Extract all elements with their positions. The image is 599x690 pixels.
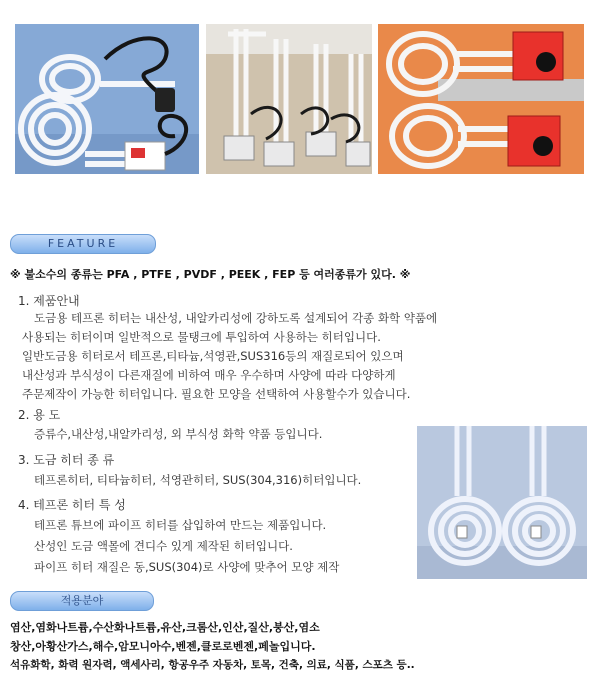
section-title-teflon-features: 4. 테프론 히터 특 성 [18, 498, 126, 512]
product-info-line: 내산성과 부식성이 다른재질에 비하여 매우 우수하며 사양에 따라 다양하게 [22, 368, 396, 382]
feature-section-label: FEATURE [10, 234, 156, 254]
section-title-usage: 2. 용 도 [18, 408, 61, 422]
teflon-features-line: 파이프 히터 재질은 동,SUS(304)로 사양에 맞추어 모양 제작 [34, 560, 340, 574]
product-info-line: 사용되는 히터이며 일반적으로 물탱크에 투입하여 사용하는 히터입니다. [22, 330, 381, 344]
straight-heaters-white-box-photo [206, 24, 372, 174]
teflon-features-line: 테프론 튜브에 파이프 히터를 삽입하여 만드는 제품입니다. [34, 518, 327, 532]
section-title-heater-types: 3. 도금 히터 종 류 [18, 453, 115, 467]
heater-types-line: 테프론히터, 티타늄히터, 석영관히터, SUS(304,316)히터입니다. [34, 473, 362, 487]
applications-line: 석유화학, 화력 원자력, 액세사리, 항공우주 자동차, 토목, 건축, 의료, 식품, 스포츠 등.. [10, 659, 415, 671]
product-info-line: 주문제작이 가능한 히터입니다. 필요한 모양을 선택하여 사용할수가 있습니다. [22, 387, 411, 401]
coil-heater-black-cord-photo [15, 24, 199, 174]
section-title-product-info: 1. 제품안내 [18, 294, 80, 308]
flat-coil-heaters-photo [417, 426, 587, 579]
product-info-line: 도금용 테프론 히터는 내산성, 내알카리성에 강하도록 설계되어 각종 화학 약품에 [34, 311, 438, 325]
applications-line: 염산,염화나트륨,수산화나트륨,유산,크롬산,인산,질산,붕산,염소 [10, 621, 320, 634]
usage-line: 증류수,내산성,내알카리성, 외 부식성 화학 약품 등입니다. [34, 427, 323, 441]
applications-line: 창산,아황산가스,해수,암모니아수,벤젠,클로로벤젠,페놀입니다. [10, 640, 316, 653]
teflon-features-line: 산성인 도금 액몰에 견디수 있게 제작된 히터입니다. [34, 539, 293, 553]
fluororesin-types-note: ※ 불소수의 종류는 PFA , PTFE , PVDF , PEEK , FEP 등 여러종류가 있다. ※ [10, 268, 411, 281]
applications-section-label: 적용분야 [10, 591, 154, 611]
coil-heaters-red-controller-photo [378, 24, 584, 174]
product-info-line: 일반도금용 히터로서 테프론,티타늄,석영관,SUS316등의 재질로되어 있으며 [22, 349, 404, 363]
